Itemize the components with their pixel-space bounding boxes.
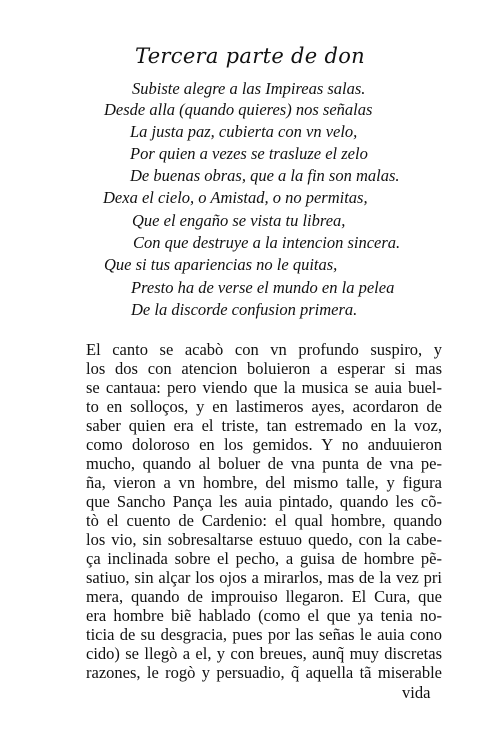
- prose-line: ña, vieron a vn hombre, del mismo talle, y figura: [86, 473, 442, 492]
- poem-line: Presto ha de verse el mundo en la pelea: [131, 278, 395, 297]
- prose-line: era hombre biẽ hablado (como el que ya tenia no-: [86, 606, 442, 625]
- prose-line: tò el cuento de Cardenio: el qual hombre, quando: [86, 511, 442, 530]
- prose-line: que Sancho Pança les auia pintado, quando les cõ-: [86, 492, 442, 511]
- poem-line: Que el engaño se vista tu librea,: [132, 211, 346, 230]
- poem-line: Dexa el cielo, o Amistad, o no permitas,: [103, 188, 368, 207]
- poem-line: Con que destruye a la intencion sincera.: [133, 233, 401, 252]
- poem-line: Por quien a vezes se trasluze el zelo: [130, 144, 368, 163]
- prose-line: los dos con atencion boluieron a esperar si mas: [86, 359, 442, 378]
- prose-line: los vio, sin sobresaltarse estuuo quedo, con la cabe-: [86, 530, 442, 549]
- prose-line: como doloroso en los gemidos. Y no anduuieron: [86, 435, 442, 454]
- prose-line: mucho, quando al boluer de vna punta de vna pe-: [86, 454, 442, 473]
- catchword: vida: [402, 683, 431, 702]
- prose-line: to en solloços, y en lastimeros ayes, acordaron de: [86, 397, 442, 416]
- running-head: Tercera parte de don: [135, 44, 365, 68]
- poem-line: La justa paz, cubierta con vn velo,: [130, 122, 358, 141]
- prose-line: ticia de su desgracia, pues por las señas le auia cono: [86, 625, 442, 644]
- poem-line: De buenas obras, que a la fin son malas.: [130, 166, 400, 185]
- prose-line: El canto se acabò con vn profundo suspiro, y: [86, 340, 442, 359]
- poem-line: De la discorde confusion primera.: [131, 300, 358, 319]
- prose-line: satiuo, sin alçar los ojos a mirarlos, mas de la vez pri: [86, 568, 442, 587]
- poem-line: Que si tus apariencias no le quitas,: [104, 255, 338, 274]
- prose-line: ça inclinada sobre el pecho, a guisa de hombre pẽ-: [86, 549, 442, 568]
- prose-line: cido) se llegò a el, y con breues, aunq̃ muy discretas: [86, 644, 442, 663]
- poem-line: Subiste alegre a las Impireas salas.: [132, 79, 366, 98]
- prose-line: mera, quando de improuiso llegaron. El Cura, que: [86, 587, 442, 606]
- prose-line: razones, le rogò y persuadio, q̃ aquella tã miserable: [86, 663, 442, 682]
- prose-line: saber quien era el triste, tan estremado en la voz,: [86, 416, 442, 435]
- poem-line: Desde alla (quando quieres) nos señalas: [104, 100, 373, 119]
- prose-line: se cantaua: pero viendo que la musica se auia buel-: [86, 378, 442, 397]
